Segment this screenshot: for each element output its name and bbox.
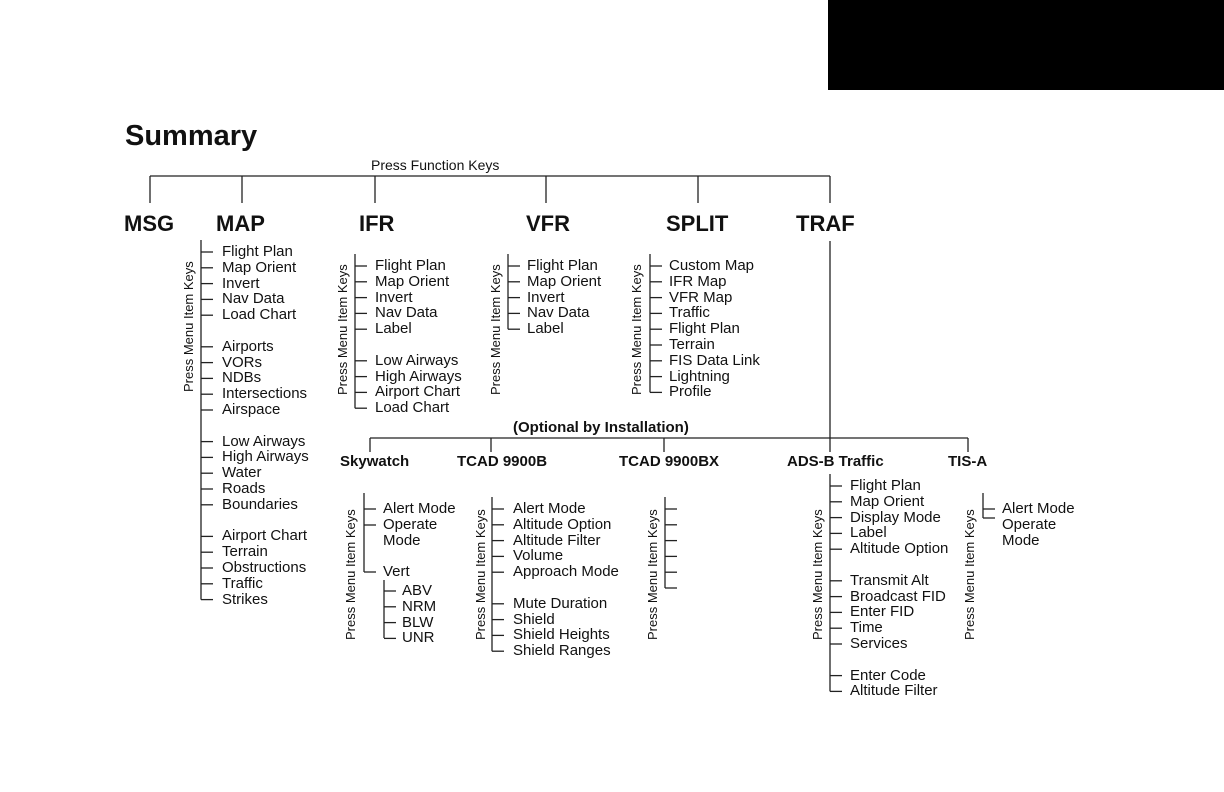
split-menu-item: Terrain	[669, 336, 715, 353]
map-menu-item: Water	[222, 464, 262, 482]
vfr-menu-item: Map Orient	[527, 272, 602, 290]
tcad9900b-menu-item: Altitude Option	[513, 515, 612, 533]
adsb-press-menu-label: Press Menu Item Keys	[810, 509, 825, 640]
vfr-menu-item: Invert	[527, 288, 565, 306]
skywatch-mode: Mode	[383, 532, 421, 549]
vfr-menu-item: Nav Data	[527, 304, 590, 322]
split-press-menu-label: Press Menu Item Keys	[629, 264, 644, 395]
tcad9900b-menu-item: Shield	[513, 610, 555, 628]
map-menu-item: Roads	[222, 480, 266, 497]
skywatch-alert-mode: Alert Mode	[383, 500, 456, 517]
adsb-menu-item: Display Mode	[850, 508, 941, 526]
tcad9900b-menu-item: Altitude Filter	[513, 531, 601, 549]
split-menu-item: IFR Map	[669, 272, 727, 290]
tcad9900b-menu-item: Alert Mode	[513, 500, 586, 517]
adsb-menu-item: Broadcast FID	[850, 587, 946, 605]
skywatch-label: Skywatch	[340, 453, 410, 470]
tcad9900b-menu-item: Mute Duration	[513, 594, 608, 612]
map-menu-item: Low Airways	[222, 432, 306, 450]
ifr-menu-item: Airport Chart	[375, 383, 461, 401]
skywatch-operate: Operate	[383, 516, 438, 533]
msg-key-label: MSG	[124, 211, 175, 236]
ifr-menu-item: Flight Plan	[375, 257, 446, 274]
ifr-menu-item: High Airways	[375, 367, 462, 385]
map-menu-item: VORs	[222, 353, 263, 371]
tisa-mode: Mode	[1002, 532, 1040, 549]
adsb-menu-item: Altitude Filter	[850, 682, 938, 700]
ifr-key-label: IFR	[359, 211, 395, 236]
split-menu-item: FIS Data Link	[669, 351, 760, 369]
traf-key-label: TRAF	[796, 211, 855, 236]
ifr-press-menu-label: Press Menu Item Keys	[335, 264, 350, 395]
optional-installation-label: (Optional by Installation)	[513, 419, 689, 436]
skywatch-vert: Vert	[383, 563, 410, 580]
adsb-menu-item: Enter Code	[850, 666, 926, 684]
split-key-label: SPLIT	[666, 211, 729, 236]
map-menu-item: Traffic	[222, 574, 263, 592]
ifr-menu-item: Map Orient	[375, 272, 450, 290]
map-menu-item: Airport Chart	[222, 527, 308, 545]
adsb-menu-item: Flight Plan	[850, 477, 921, 494]
map-menu-item: Boundaries	[222, 495, 298, 513]
ifr-menu-item: Label	[375, 320, 412, 338]
map-press-menu-label: Press Menu Item Keys	[181, 261, 196, 392]
map-menu-item: Invert	[222, 274, 260, 292]
adsb-menu-item: Altitude Option	[850, 540, 949, 558]
map-menu-item: Flight Plan	[222, 243, 293, 260]
vfr-menu-item: Flight Plan	[527, 257, 598, 274]
skywatch-vert-item: ABV	[402, 582, 433, 599]
map-key-label: MAP	[216, 211, 265, 236]
tcad9900bx-label: TCAD 9900BX	[619, 453, 720, 470]
adsb-menu-item: Enter FID	[850, 603, 915, 621]
vfr-key-label: VFR	[526, 211, 570, 236]
map-menu-item: NDBs	[222, 369, 262, 387]
map-menu-item: Intersections	[222, 385, 308, 403]
ifr-menu-item: Nav Data	[375, 304, 438, 322]
ifr-menu-item: Low Airways	[375, 351, 459, 369]
tisa-alert-mode: Alert Mode	[1002, 500, 1075, 517]
vfr-press-menu-label: Press Menu Item Keys	[488, 264, 503, 395]
split-menu-item: Traffic	[669, 304, 710, 322]
tisa-operate: Operate	[1002, 516, 1057, 533]
skywatch-press-menu-label: Press Menu Item Keys	[343, 509, 358, 640]
tcad9900b-label: TCAD 9900B	[457, 453, 548, 470]
skywatch-vert-item: BLW	[402, 613, 434, 631]
map-menu-item: Load Chart	[222, 306, 297, 324]
tcad9900b-menu-item: Shield Heights	[513, 626, 610, 644]
tcad9900b-menu-item: Approach Mode	[513, 563, 619, 581]
map-menu-item: Airports	[222, 337, 274, 355]
vfr-menu-item: Label	[527, 320, 564, 338]
press-function-keys-label: Press Function Keys	[371, 157, 500, 173]
tcad9900b-menu-item: Volume	[513, 547, 564, 565]
skywatch-vert-item: UNR	[402, 629, 435, 647]
ifr-menu-item: Load Chart	[375, 399, 450, 417]
tcad9900b-menu-item: Shield Ranges	[513, 642, 611, 660]
split-menu-item: Profile	[669, 383, 712, 401]
adsb-menu-item: Label	[850, 524, 887, 542]
map-menu-item: Nav Data	[222, 290, 285, 308]
adsb-traffic-label: ADS-B Traffic	[787, 453, 884, 470]
tisa-label: TIS-A	[948, 453, 988, 470]
split-menu-item: Custom Map	[669, 257, 755, 274]
map-menu-item: High Airways	[222, 448, 309, 466]
adsb-menu-item: Transmit Alt	[850, 571, 929, 589]
adsb-menu-item: Services	[850, 635, 908, 652]
tcad9900bx-press-menu-label: Press Menu Item Keys	[645, 509, 660, 640]
map-menu-item: Terrain	[222, 543, 268, 561]
skywatch-vert-item: NRM	[402, 597, 437, 615]
tcad9900b-press-menu-label: Press Menu Item Keys	[473, 509, 488, 640]
map-menu-item: Map Orient	[222, 258, 297, 276]
map-menu-item: Airspace	[222, 401, 281, 418]
map-menu-item: Strikes	[222, 590, 268, 608]
page-title: Summary	[125, 120, 258, 152]
split-menu-item: VFR Map	[669, 288, 733, 306]
adsb-menu-item: Map Orient	[850, 492, 925, 510]
tisa-press-menu-label: Press Menu Item Keys	[962, 509, 977, 640]
split-menu-item: Lightning	[669, 367, 730, 385]
map-menu-item: Obstructions	[222, 559, 307, 576]
adsb-menu-item: Time	[850, 619, 883, 637]
ifr-menu-item: Invert	[375, 288, 413, 306]
split-menu-item: Flight Plan	[669, 320, 740, 338]
